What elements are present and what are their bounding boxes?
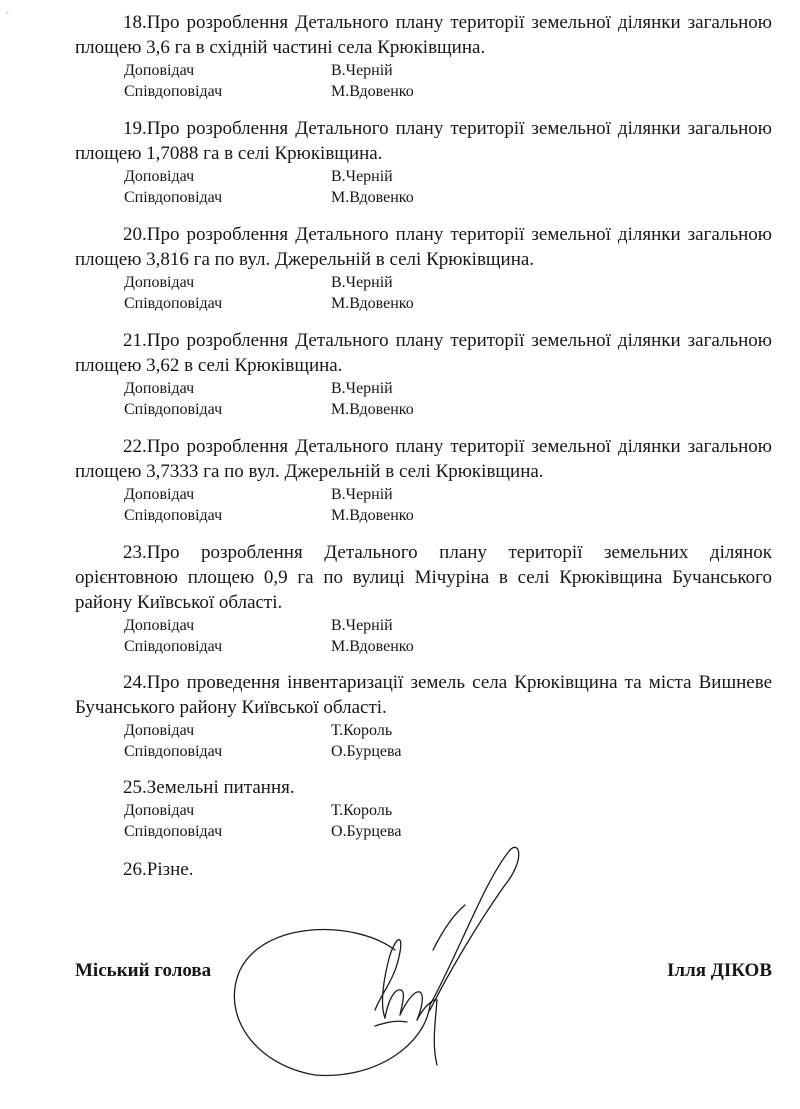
agenda-item-23	[75, 540, 772, 657]
co-speaker-name: О.Бурцева	[331, 823, 402, 840]
co-speaker-role: Співдоповідач	[124, 507, 223, 524]
co-speaker-role: Співдоповідач	[124, 401, 223, 418]
co-speaker-name: М.Вдовенко	[331, 189, 414, 206]
agenda-item-22	[75, 434, 772, 526]
speaker-name: В.Черній	[331, 168, 393, 185]
agenda-item-19	[75, 116, 772, 208]
agenda-item-18	[75, 10, 772, 102]
agenda-item-text: 26.Різне.	[123, 859, 194, 880]
agenda-item-24	[75, 670, 772, 762]
agenda-item-text: 24.Про проведення інвентаризації земель села Крюківщина та міста Вишневе Бучанського району Київської області.	[75, 672, 772, 718]
agenda-item-25	[75, 775, 772, 842]
speaker-name: В.Черній	[331, 274, 393, 291]
co-speaker-role: Співдоповідач	[124, 83, 223, 100]
co-speaker-name: О.Бурцева	[331, 743, 402, 760]
speaker-name: Т.Король	[331, 722, 393, 739]
speakers	[124, 484, 772, 526]
signature-icon	[225, 840, 525, 1090]
co-speaker-name: М.Вдовенко	[331, 401, 414, 418]
co-speaker-role: Співдоповідач	[124, 189, 223, 206]
speaker-role: Доповідач	[124, 486, 195, 503]
speakers	[124, 272, 772, 314]
co-speaker-name: М.Вдовенко	[331, 83, 414, 100]
agenda-item-text: 21.Про розроблення Детального плану території земельної ділянки загальною площею 3,62 в селі Крюківщина.	[75, 330, 772, 376]
agenda-item-21	[75, 328, 772, 420]
signer-position: Міський голова	[75, 960, 212, 981]
speakers	[124, 166, 772, 208]
agenda-item-text: 20.Про розроблення Детального плану території земельної ділянки загальною площею 3,816 га по вул. Джерельній в селі Крюківщина.	[75, 224, 772, 270]
speaker-role: Доповідач	[124, 274, 195, 291]
agenda-item-text: 22.Про розроблення Детального плану території земельної ділянки загальною площею 3,7333 га по вул. Джерельній в селі Крюківщина.	[75, 436, 772, 482]
speakers	[124, 615, 772, 657]
speaker-name: Т.Король	[331, 802, 393, 819]
agenda-item-text: 18.Про розроблення Детального плану території земельної ділянки загальною площею 3,6 га в східній частині села Крюківщина.	[75, 12, 772, 58]
speaker-role: Доповідач	[124, 722, 195, 739]
scan-mark: ˋ	[6, 12, 10, 23]
speaker-role: Доповідач	[124, 62, 195, 79]
speaker-name: В.Черній	[331, 617, 393, 634]
speakers	[124, 720, 772, 762]
signer-name: Ілля ДІКОВ	[667, 960, 772, 981]
co-speaker-role: Співдоповідач	[124, 295, 223, 312]
speaker-name: В.Черній	[331, 62, 393, 79]
speakers	[124, 60, 772, 102]
speaker-name: В.Черній	[331, 380, 393, 397]
co-speaker-name: М.Вдовенко	[331, 507, 414, 524]
co-speaker-name: М.Вдовенко	[331, 638, 414, 655]
speaker-name: В.Черній	[331, 486, 393, 503]
speaker-role: Доповідач	[124, 168, 195, 185]
agenda-item-20	[75, 222, 772, 314]
speaker-role: Доповідач	[124, 380, 195, 397]
speakers	[124, 378, 772, 420]
co-speaker-role: Співдоповідач	[124, 743, 223, 760]
co-speaker-role: Співдоповідач	[124, 638, 223, 655]
agenda-item-text: 23.Про розроблення Детального плану території земельних ділянок орієнтовною площею 0,9 га по вулиці Мічуріна в селі Крюківщина Бучанського району Київської області.	[75, 542, 772, 613]
agenda-item-text: 25.Земельні питання.	[123, 777, 295, 798]
speaker-role: Доповідач	[124, 617, 195, 634]
co-speaker-role: Співдоповідач	[124, 823, 223, 840]
speakers	[124, 800, 772, 842]
speaker-role: Доповідач	[124, 802, 195, 819]
co-speaker-name: М.Вдовенко	[331, 295, 414, 312]
agenda-item-text: 19.Про розроблення Детального плану території земельної ділянки загальною площею 1,7088 га в селі Крюківщина.	[75, 118, 772, 164]
